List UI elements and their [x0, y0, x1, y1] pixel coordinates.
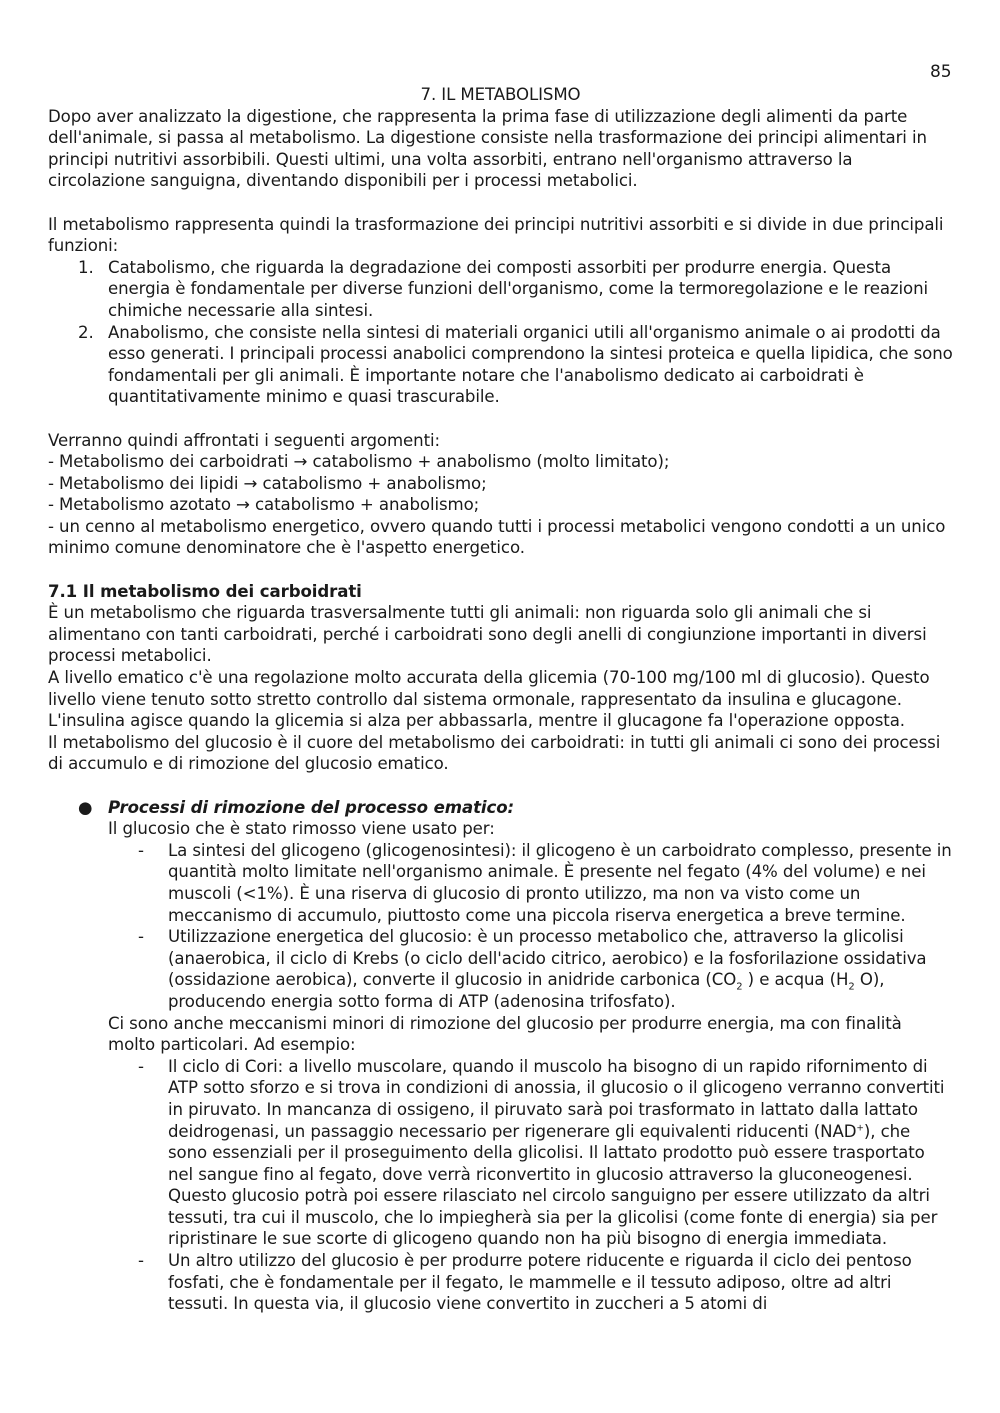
list-item: [108, 1056, 953, 1250]
list-item-text: O), producendo energia sotto forma di ATP (adenosina trifosfato).: [168, 970, 885, 1011]
list-item-text: La sintesi del glicogeno (glicogenosintesi): il glicogeno è un carboidrato complesso, presente in quantità molto limitate nell'organismo animale. È presente nel fegato (4% del volume) e nei muscoli (<1%). È una riserva di glucosio di pronto utilizzo, ma non va visto come un meccanismo di accumulo, piuttosto come una piccola riserva energetica a breve termine.: [168, 840, 952, 925]
superscript: +: [856, 1122, 864, 1133]
topic-line: - un cenno al metabolismo energetico, ovvero quando tutti i processi metabolici vengono condotti a un unico minimo comune denominatore che è l'aspetto energetico.: [48, 516, 946, 558]
minor-list: [108, 1056, 953, 1315]
section-heading: 7.1 Il metabolismo dei carboidrati: [48, 581, 362, 601]
list-item: [108, 926, 953, 1012]
paragraph-gap: [48, 408, 953, 430]
dash-icon: -: [138, 1056, 144, 1076]
list-number: 2.: [78, 322, 94, 342]
list-item: [108, 840, 953, 926]
topics-intro: Verranno quindi affrontati i seguenti argomenti:: [48, 430, 440, 450]
page-number: 85: [930, 62, 952, 82]
bullet-intro: Il glucosio che è stato rimosso viene usato per:: [108, 819, 495, 839]
paragraph-gap: [48, 192, 953, 214]
section-paragraph: È un metabolismo che riguarda trasversalmente tutti gli animali: non riguarda solo gli animali che si alimentano con tanti carboidrati, perché i carboidrati sono degli anelli di congiunzione importanti in diversi processi metabolici.: [48, 603, 927, 666]
list-item-text: Anabolismo, che consiste nella sintesi di materiali organici utili all'organismo animale o ai prodotti da esso generati. I principali processi anabolici comprendono la sintesi proteica e quella lipidica, che sono fondamentali per gli animali. È importante notare che l'anabolismo dedicato ai carboidrati è quantitativamente minimo e quasi trascurabile.: [108, 322, 953, 407]
list-item-text: Il ciclo di Cori: a livello muscolare, quando il muscolo ha bisogno di un rapido rifornimento di ATP sotto sforzo e si trova in condizioni di anossia, il glucosio o il glicogeno verranno convertiti in piruvato. In mancanza di ossigeno, il piruvato sarà poi trasformato in lattato dalla lattato deidrogenasi, un passaggio necessario per rigenerare gli equivalenti riducenti (NAD: [168, 1056, 945, 1141]
paragraph-gap: [48, 775, 953, 797]
dash-icon: -: [138, 927, 144, 947]
list-item-text: ) e acqua (H: [742, 970, 849, 990]
list-item-text: Un altro utilizzo del glucosio è per produrre potere riducente e riguarda il ciclo dei pentoso fosfati, che è fondamentale per il fegato, le mammelle e il tessuto adiposo, oltre ad altri tessuti. In questa via, il glucosio viene convertito in zuccheri a 5 atomi di: [168, 1251, 912, 1314]
subscript: 2: [848, 981, 855, 993]
paragraph-gap: [48, 559, 953, 581]
dash-icon: -: [138, 840, 144, 860]
topic-line: - Metabolismo azotato → catabolismo + anabolismo;: [48, 495, 480, 515]
subscript: 2: [736, 981, 743, 993]
document-body: [48, 84, 953, 1315]
list-item: [48, 322, 953, 408]
metabolism-paragraph: Il metabolismo rappresenta quindi la trasformazione dei principi nutritivi assorbiti e si divide in due principali funzioni:: [48, 214, 944, 256]
topic-line: - Metabolismo dei lipidi → catabolismo + anabolismo;: [48, 473, 487, 493]
list-item-text: ), che sono essenziali per il proseguimento della glicolisi. Il lattato prodotto può essere trasportato nel sangue fino al fegato, dove verrà riconvertito in glucosio attraverso la gluconeogenesi. Questo glucosio potrà poi essere rilasciato nel circolo sanguigno per essere utilizzato da altri tessuti, tra cui il muscolo, che lo impiegherà sia per la glicolisi (come fonte di energia) sia per ripristinare le sue scorte di glicogeno quando non ha più bisogno di energia immediata.: [168, 1121, 938, 1249]
section-paragraph: Il metabolismo del glucosio è il cuore del metabolismo dei carboidrati: in tutti gli animali ci sono dei processi di accumulo e di rimozione del glucosio ematico.: [48, 732, 941, 774]
minor-intro: Ci sono anche meccanismi minori di rimozione del glucosio per produrre energia, ma con finalità molto particolari. Ad esempio:: [108, 1013, 902, 1055]
list-number: 1.: [78, 257, 94, 277]
page-title: 7. IL METABOLISMO: [420, 85, 581, 104]
list-item-text: Catabolismo, che riguarda la degradazione dei composti assorbiti per produrre energia. Questa energia è fondamentale per diverse funzioni dell'organismo, come la termoregolazione e le reazioni chimiche necessarie alla sintesi.: [108, 257, 929, 320]
functions-list: [48, 257, 953, 408]
intro-paragraph: Dopo aver analizzato la digestione, che rappresenta la prima fase di utilizzazione degli alimenti da parte dell'animale, si passa al metabolismo. La digestione consiste nella trasformazione dei principi alimentari in principi nutritivi assorbibili. Questi ultimi, una volta assorbiti, entrano nell'organismo attraverso la circolazione sanguigna, diventando disponibili per i processi metabolici.: [48, 106, 927, 191]
list-item: [48, 257, 953, 322]
dash-icon: -: [138, 1251, 144, 1271]
section-paragraph: L'insulina agisce quando la glicemia si alza per abbassarla, mentre il glucagone fa l'operazione opposta.: [48, 711, 905, 731]
list-item: [108, 1250, 953, 1315]
section-paragraph: A livello ematico c'è una regolazione molto accurata della glicemia (70-100 mg/100 ml di glucosio). Questo livello viene tenuto sotto stretto controllo dal sistema ormonale, rappresentato da insulina e glucagone.: [48, 668, 930, 709]
bullet-section: [48, 797, 953, 1315]
bullet-title: Processi di rimozione del processo ematico:: [108, 797, 515, 817]
list-item-text: Utilizzazione energetica del glucosio: è un processo metabolico che, attraverso la glicolisi (anaerobica, il ciclo di Krebs (o ciclo dell'acido citrico, aerobico) e la fosforilazione ossidativa (ossidazione aerobica), converte il glucosio in anidride carbonica (CO: [168, 927, 927, 990]
topic-line: - Metabolismo dei carboidrati → catabolismo + anabolismo (molto limitato);: [48, 452, 670, 472]
removal-list: [108, 840, 953, 1013]
bullet-icon: ●: [78, 797, 93, 817]
